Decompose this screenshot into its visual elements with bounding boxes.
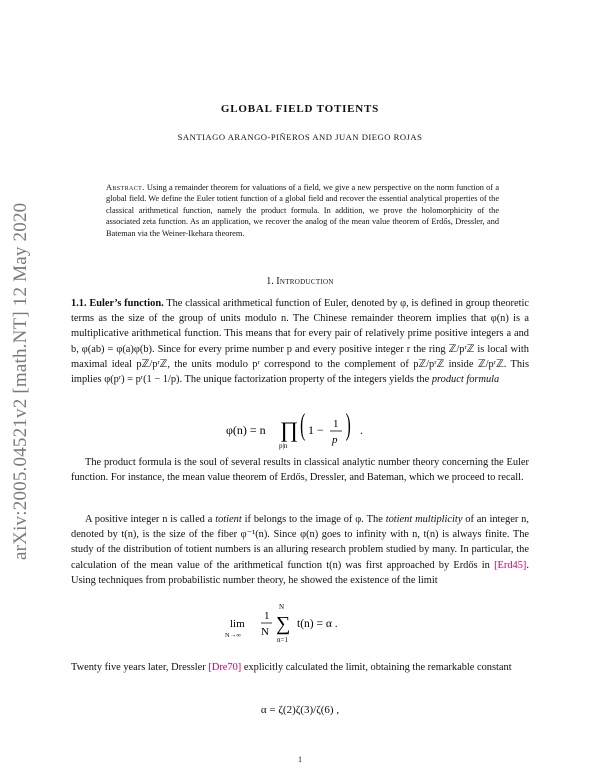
eq1-index: p|n bbox=[279, 442, 288, 450]
svg-text:): ) bbox=[345, 412, 351, 442]
product-formula-emph: product formula bbox=[431, 374, 500, 386]
eq2-denominator: N bbox=[261, 626, 269, 638]
totient-emph: totient bbox=[215, 514, 242, 525]
para4-text-b: explicitly calculated the limit, obtaining the remarkable constant bbox=[243, 662, 512, 673]
para3-text-a: A positive integer n is called a bbox=[85, 514, 213, 525]
para3-text-c: of an integer n, denoted by t(n), is the size of the fiber φ⁻¹(n). Since φ(n) goes to infinity with n, t(n) is always finite. The study of the distribution of totient numbers is an alluring research problem studied by many. In particular, the calculation of the mean value of the arithmetical function t(n) was first approached by Erdős in bbox=[71, 514, 529, 571]
paragraph-totient-definition bbox=[71, 512, 529, 588]
eq1-prod-symbol: ∏ bbox=[280, 417, 299, 442]
paper-authors: SANTIAGO ARANGO-PIÑEROS AND JUAN DIEGO ROJAS bbox=[177, 132, 423, 142]
eq2-body: t(n) = α . bbox=[297, 618, 338, 630]
paper-title: GLOBAL FIELD TOTIENTS bbox=[220, 103, 380, 115]
eq2-sum-top: N bbox=[279, 603, 285, 611]
para3-text-d: . Using techniques from probabilistic number theory, he showed the existence of the limit bbox=[71, 559, 529, 586]
eq1-denominator: p bbox=[332, 434, 338, 446]
equation-alpha-constant: α = ζ(2)ζ(3)/ζ(6) , bbox=[260, 704, 340, 716]
section-heading bbox=[0, 276, 600, 287]
paragraph-product-formula-soul: The product formula is the soul of several results in classical analytic number theory concerning the Euler function. For instance, the mean value theorem of Erdős, Dressler, and Bateman, which we proceed to recall. bbox=[71, 457, 529, 484]
eq2-numerator: 1 bbox=[264, 610, 270, 622]
totient-multiplicity-emph: totient multiplicity bbox=[385, 514, 463, 525]
subsection-text: The classical arithmetical function of Euler, denoted by φ, is defined in group theoretic terms as the size of the group of units modulo n. The Chinese remainder theorem implies that φ(n) is a multiplicative arithmetical function. This means that for every pair of relatively prime positive integers a and b, φ(ab) = φ(a)φ(b). Since for every prime number p and every positive integer r the ring ℤ/pʳℤ is local with maximal ideal pℤ/pʳℤ, the units modulo pʳ correspond to the complement of pℤ/pʳℤ inside ℤ/pʳℤ. This implies φ(pʳ) = pʳ(1 − 1/p). The unique factorization property of the integers yields the bbox=[71, 298, 529, 386]
page-number: 1 bbox=[298, 755, 302, 764]
abstract-label: Abstract. bbox=[106, 183, 145, 192]
subsection-paragraph bbox=[71, 296, 529, 387]
svg-text:(: ( bbox=[300, 412, 306, 442]
para4-text-a: Twenty five years later, Dressler bbox=[71, 662, 206, 673]
product-formula-svg bbox=[200, 412, 400, 452]
subsection-number: 1.1. bbox=[71, 298, 87, 309]
citation-erd45-link[interactable]: [Erd45] bbox=[494, 559, 527, 571]
equation-mean-value-limit bbox=[0, 603, 600, 650]
para3-text-b: if belongs to the image of φ. The bbox=[244, 514, 383, 525]
arxiv-stamp: arXiv:2005.04521v2 [math.NT] 12 May 2020 bbox=[10, 202, 31, 560]
eq1-one-minus: 1 − bbox=[308, 423, 324, 437]
equation-product-formula bbox=[0, 412, 600, 455]
citation-dre70-link[interactable]: [Dre70] bbox=[208, 662, 242, 673]
abstract-text: Using a remainder theorem for valuations of a field, we give a new perspective on the norm function of a global field. We define the Euler totient function of a global field and recover the essential analytical properties of the classical arithmetical function, namely the product formula. In addition, we prove the holomorphicity of the associated zeta function. As an application, we recover the analog of the mean value theorem of Erdős, Dressler, and Bateman via the Weiner-Ikehara theorem. bbox=[106, 183, 499, 238]
eq1-numerator: 1 bbox=[333, 418, 339, 430]
eq1-period: . bbox=[360, 423, 363, 437]
limit-equation-svg bbox=[200, 603, 400, 647]
section-title: Introduction bbox=[276, 276, 334, 287]
eq2-lim: lim bbox=[230, 618, 245, 630]
eq2-sum-symbol: ∑ bbox=[276, 613, 291, 635]
eq2-lim-sub: N→∞ bbox=[225, 632, 241, 639]
abstract bbox=[106, 182, 499, 239]
eq2-sum-bottom: n=1 bbox=[277, 636, 288, 644]
paragraph-dressler bbox=[71, 660, 529, 675]
subsection-title: Euler’s function. bbox=[89, 298, 164, 309]
eq1-lhs: φ(n) = n bbox=[226, 423, 266, 437]
section-number: 1. bbox=[266, 276, 274, 287]
